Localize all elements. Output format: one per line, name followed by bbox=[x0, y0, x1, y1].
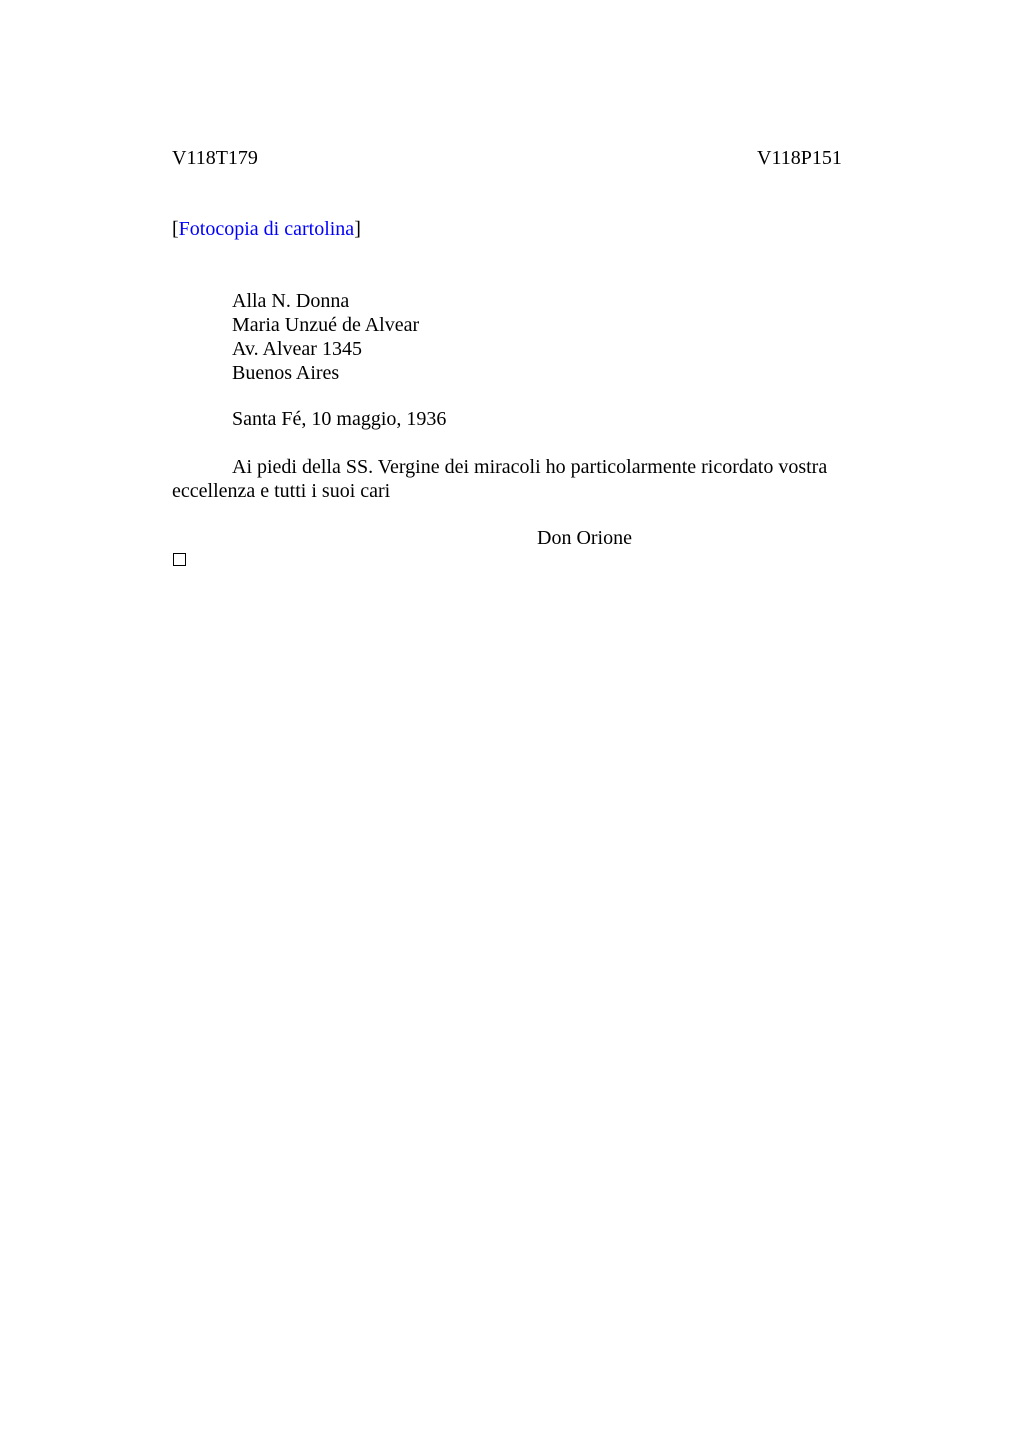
address-line: Av. Alvear 1345 bbox=[232, 338, 362, 360]
letter-signature: Don Orione bbox=[537, 527, 632, 549]
address-line: Alla N. Donna bbox=[232, 290, 350, 312]
header-right-code: V118P151 bbox=[757, 147, 842, 169]
source-note-open-bracket: [ bbox=[172, 218, 179, 240]
header-left-code: V118T179 bbox=[172, 147, 258, 169]
address-line: Buenos Aires bbox=[232, 362, 340, 384]
letter-date: Santa Fé, 10 maggio, 1936 bbox=[232, 408, 447, 430]
recipient-address bbox=[232, 289, 419, 385]
source-note bbox=[172, 217, 361, 241]
square-outline-icon bbox=[173, 553, 186, 566]
source-note-close-bracket: ] bbox=[354, 218, 361, 240]
source-note-label: Fotocopia di cartolina bbox=[178, 218, 355, 240]
letter-body: Ai piedi della SS. Vergine dei miracoli ho particolarmente ricordato vostra eccellenza e tutti i suoi cari bbox=[172, 456, 828, 502]
address-line: Maria Unzué de Alvear bbox=[232, 314, 420, 336]
